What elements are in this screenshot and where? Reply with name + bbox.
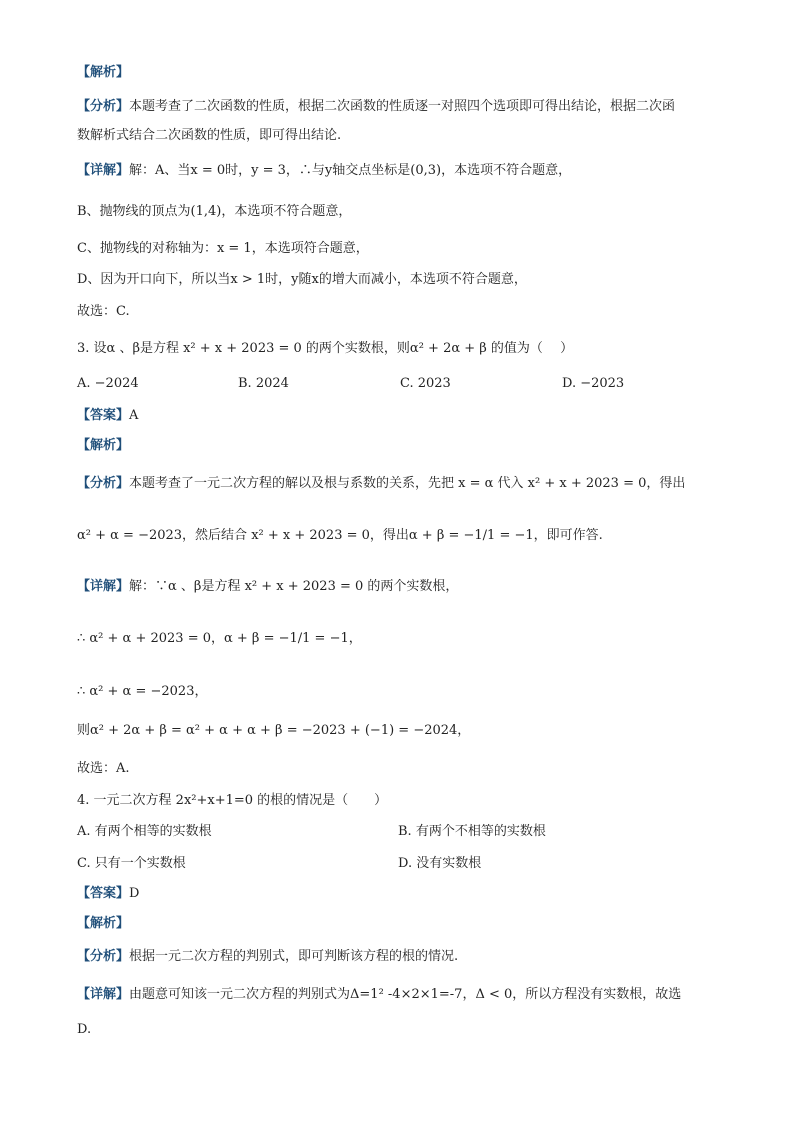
text-line: [77, 162, 734, 180]
section-label: 【解析】: [77, 65, 130, 80]
section-label: 【解析】: [77, 438, 130, 453]
q3-option-c: C. 2023: [400, 376, 451, 391]
text-line: [77, 683, 734, 701]
line-text: ∴ α² + α + 2023 = 0，α + β = −1/1 = −1，: [77, 631, 362, 646]
text-line: [77, 760, 734, 778]
line-text: 则α² + 2α + β = α² + α + α + β = −2023 + (−1) = −2024，: [77, 723, 471, 738]
text-line: [77, 127, 734, 145]
q3-option-b: B. 2024: [238, 376, 289, 391]
line-text: D、因为开口向下，所以当x > 1时，y随x的增大而减小，本选项不符合题意，: [77, 272, 527, 287]
text-line: [77, 722, 734, 740]
question-4: [77, 792, 734, 810]
section-label: 【详解】: [77, 579, 130, 594]
text-line: [77, 475, 734, 493]
section-label: 【解析】: [77, 916, 130, 931]
text-line: [77, 303, 734, 321]
line-text: 本题考查了二次函数的性质，根据二次函数的性质逐一对照四个选项即可得出结论，根据二次函: [129, 99, 676, 114]
line-text: B、抛物线的顶点为(1,4)，本选项不符合题意，: [77, 204, 352, 219]
question-3: [77, 340, 734, 358]
text-line: [77, 986, 734, 1004]
text-line: [77, 1021, 734, 1039]
text-line: [77, 271, 734, 289]
text-line: [77, 437, 734, 455]
line-text: C、抛物线的对称轴为：x = 1，本选项符合题意，: [77, 241, 369, 256]
text-line: [77, 915, 734, 933]
line-text: 4. 一元二次方程 2x²+x+1=0 的根的情况是（ ）: [77, 793, 388, 808]
q4-option-c: C. 只有一个实数根: [77, 856, 186, 871]
line-text: A: [129, 408, 139, 423]
section-label: 【详解】: [77, 163, 130, 178]
text-line: [77, 527, 734, 545]
section-label: 【分析】: [77, 949, 130, 964]
line-text: ∴ α² + α = −2023，: [77, 684, 208, 699]
line-text: D: [129, 886, 140, 901]
q3-option-a: A. −2024: [77, 376, 139, 391]
line-text: 本题考查了一元二次方程的解以及根与系数的关系，先把 x = α 代入 x² + x + 2023 = 0，得出: [129, 476, 686, 491]
text-line: [77, 630, 734, 648]
q4-option-d: D. 没有实数根: [398, 856, 482, 871]
line-text: 根据一元二次方程的判别式，即可判断该方程的根的情况.: [129, 949, 459, 964]
q4-option-a: A. 有两个相等的实数根: [77, 824, 212, 839]
line-text: 故选：A.: [77, 761, 130, 776]
section-label: 【详解】: [77, 987, 130, 1002]
section-label: 【答案】: [77, 886, 130, 901]
section-label: 【答案】: [77, 408, 130, 423]
q4-option-b: B. 有两个不相等的实数根: [398, 824, 546, 839]
line-text: 3. 设α 、β是方程 x² + x + 2023 = 0 的两个实数根，则α² + 2α + β 的值为（ ）: [77, 341, 574, 356]
line-text: 故选：C.: [77, 304, 130, 319]
text-line: [77, 98, 734, 116]
section-label: 【分析】: [77, 476, 130, 491]
line-text: 解：∵α 、β是方程 x² + x + 2023 = 0 的两个实数根，: [129, 579, 459, 594]
text-line: [77, 578, 734, 596]
q3-option-d: D. −2023: [562, 376, 625, 391]
line-text: D.: [77, 1022, 92, 1037]
answer-line: [77, 885, 734, 903]
line-text: 由题意可知该一元二次方程的判别式为Δ=1² -4×2×1=-7，Δ < 0，所以方程没有实数根，故选: [129, 987, 682, 1002]
answer-line: [77, 407, 734, 425]
text-line: [77, 203, 734, 221]
line-text: α² + α = −2023，然后结合 x² + x + 2023 = 0，得出α + β = −1/1 = −1，即可作答.: [77, 528, 603, 543]
line-text: 解：A、当x = 0时，y = 3，∴与y轴交点坐标是(0,3)，本选项不符合题意，: [129, 163, 572, 178]
text-line: [77, 948, 734, 966]
text-line: [77, 64, 734, 82]
section-label: 【分析】: [77, 99, 130, 114]
text-line: [77, 240, 734, 258]
line-text: 数解析式结合二次函数的性质，即可得出结论.: [77, 128, 342, 143]
